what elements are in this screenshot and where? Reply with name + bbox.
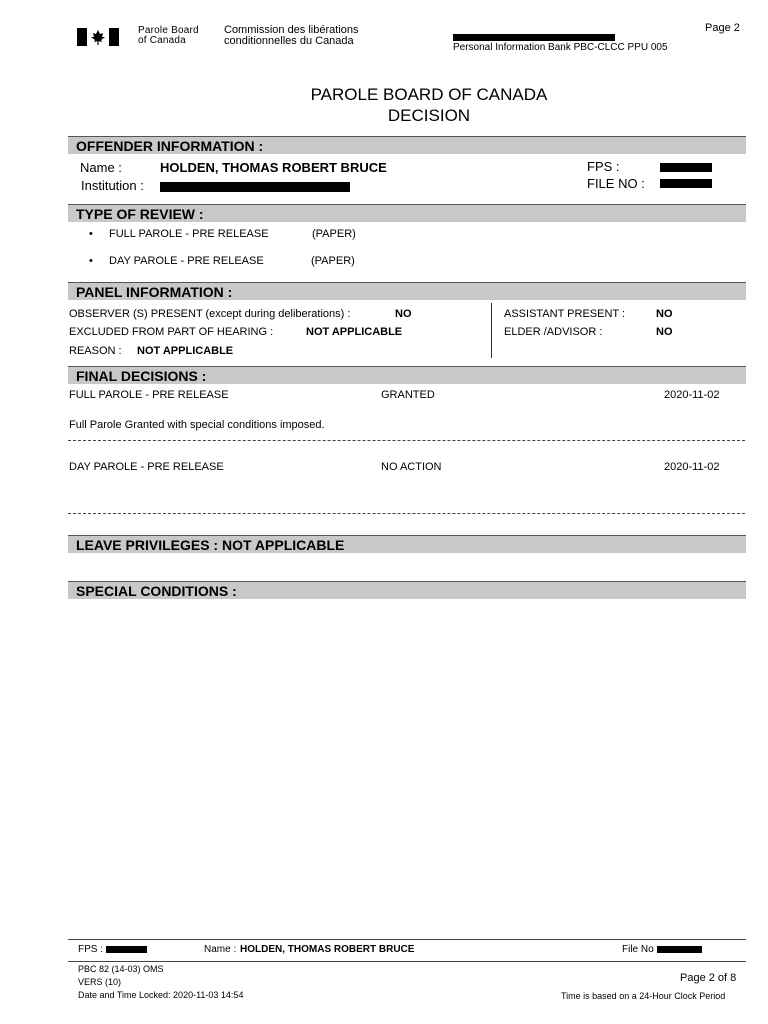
file-no-label: FILE NO : bbox=[587, 176, 645, 191]
page-count: Page 2 of 8 bbox=[680, 972, 737, 984]
org-name-fr bbox=[224, 25, 359, 46]
decision-type: FULL PAROLE - PRE RELEASE bbox=[69, 389, 229, 401]
redaction-bar bbox=[657, 946, 702, 953]
form-id: PBC 82 (14-03) OMS bbox=[78, 964, 164, 974]
excluded-label: EXCLUDED FROM PART OF HEARING : bbox=[69, 326, 274, 338]
org-name-en-line1: Parole Board bbox=[138, 25, 199, 36]
redaction-bar bbox=[660, 179, 712, 188]
reason-label: REASON : bbox=[69, 345, 122, 357]
observer-value: NO bbox=[395, 308, 412, 320]
date-time-locked: Date and Time Locked: 2020-11-03 14:54 bbox=[78, 990, 244, 1000]
fps-label: FPS : bbox=[587, 159, 620, 174]
footer-file-label: File No bbox=[622, 944, 654, 955]
dashed-divider bbox=[68, 513, 745, 514]
info-bank-label: Personal Information Bank PBC-CLCC PPU 005 bbox=[453, 42, 668, 53]
section-final-decisions: FINAL DECISIONS : bbox=[68, 366, 746, 384]
redaction-bar bbox=[160, 182, 350, 192]
review-type: FULL PAROLE - PRE RELEASE bbox=[109, 228, 269, 240]
excluded-value: NOT APPLICABLE bbox=[306, 326, 403, 338]
decision-result: GRANTED bbox=[381, 389, 435, 401]
canada-flag-icon bbox=[77, 28, 119, 46]
offender-name: HOLDEN, THOMAS ROBERT BRUCE bbox=[160, 160, 387, 175]
decision-result: NO ACTION bbox=[381, 461, 442, 473]
org-name-fr-line1: Commission des libérations bbox=[224, 24, 359, 36]
page-label: Page 2 bbox=[705, 22, 740, 34]
org-name-fr-line2: conditionnelles du Canada bbox=[224, 34, 354, 47]
assistant-value: NO bbox=[656, 308, 673, 320]
elder-value: NO bbox=[656, 326, 673, 338]
section-leave-privileges: LEAVE PRIVILEGES : NOT APPLICABLE bbox=[68, 535, 746, 553]
form-version: VERS (10) bbox=[78, 977, 122, 987]
clock-note: Time is based on a 24-Hour Clock Period bbox=[561, 991, 726, 1001]
footer-rule-top bbox=[68, 939, 746, 940]
reason-value: NOT APPLICABLE bbox=[137, 345, 234, 357]
redaction-bar bbox=[660, 163, 712, 172]
org-name-en-line2: of Canada bbox=[138, 35, 186, 46]
review-mode: (PAPER) bbox=[312, 228, 356, 240]
footer-rule-bottom bbox=[68, 961, 746, 962]
review-mode: (PAPER) bbox=[311, 255, 355, 267]
footer-fps-label: FPS : bbox=[78, 944, 104, 955]
section-panel-info: PANEL INFORMATION : bbox=[68, 282, 746, 300]
redaction-bar bbox=[453, 34, 615, 41]
title-line2: DECISION bbox=[387, 106, 471, 125]
section-special-conditions: SPECIAL CONDITIONS : bbox=[68, 581, 746, 599]
org-name-en bbox=[138, 26, 199, 46]
section-type-of-review: TYPE OF REVIEW : bbox=[68, 204, 746, 222]
assistant-label: ASSISTANT PRESENT : bbox=[504, 308, 626, 320]
document-title bbox=[0, 84, 768, 126]
observer-label: OBSERVER (S) PRESENT (except during deliberations) : bbox=[69, 308, 351, 320]
review-type: DAY PAROLE - PRE RELEASE bbox=[109, 255, 264, 267]
decision-date: 2020-11-02 bbox=[664, 461, 720, 473]
institution-label: Institution : bbox=[81, 178, 144, 193]
decision-type: DAY PAROLE - PRE RELEASE bbox=[69, 461, 224, 473]
section-offender-info: OFFENDER INFORMATION : bbox=[68, 136, 746, 154]
decision-note: Full Parole Granted with special conditions imposed. bbox=[69, 419, 325, 431]
elder-label: ELDER /ADVISOR : bbox=[504, 326, 603, 338]
redaction-bar bbox=[106, 946, 147, 953]
bullet-icon: • bbox=[89, 255, 93, 267]
name-label: Name : bbox=[80, 160, 122, 175]
bullet-icon: • bbox=[89, 228, 93, 240]
dashed-divider bbox=[68, 440, 745, 441]
title-line1: PAROLE BOARD OF CANADA bbox=[310, 85, 548, 104]
footer-name-value: HOLDEN, THOMAS ROBERT BRUCE bbox=[240, 944, 415, 955]
footer-name-label: Name : bbox=[204, 944, 237, 955]
decision-date: 2020-11-02 bbox=[664, 389, 720, 401]
panel-divider bbox=[491, 303, 492, 358]
